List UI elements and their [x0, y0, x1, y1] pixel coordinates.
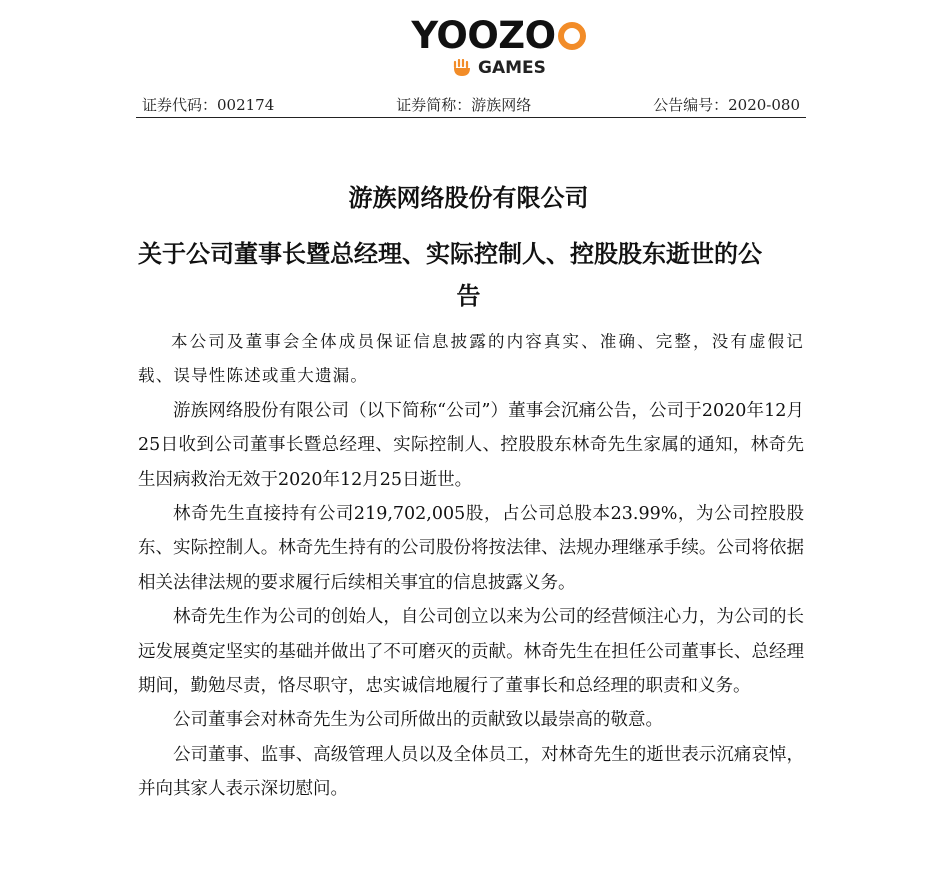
body-paragraph: 林奇先生直接持有公司219,702,005股，占公司总股本23.99%，为公司控股股东、实际控制人。林奇先生持有的公司股份将按法律、法规办理继承手续。公司将依据相关法律法规的要求履行后续相关事宜的信息披露义务。 [138, 504, 804, 593]
company-title: 游族网络股份有限公司 [348, 184, 589, 212]
logo-wordmark: YOOZO [411, 14, 556, 57]
hand-icon [452, 59, 472, 77]
body-paragraph: 公司董事、监事、高级管理人员以及全体员工，对林奇先生的逝世表示沉痛哀悼，并向其家人表示深切慰问。 [138, 744, 804, 800]
announcement-title: 关于公司董事长暨总经理、实际控制人、控股股东逝世的公 [138, 240, 762, 268]
body-paragraph: 游族网络股份有限公司（以下简称“公司”）董事会沉痛公告，公司于2020年12月25日收到公司董事长暨总经理、实际控制人、控股股东林奇先生家属的通知，林奇先生因病救治无效于2020年12月25日逝世。 [138, 400, 804, 490]
notice-number: 公告编号：2020-080 [653, 96, 800, 114]
body-paragraph: 公司董事会对林奇先生为公司所做出的贡献致以最崇高的敬意。 [173, 710, 663, 731]
disclaimer-paragraph: 本公司及董事会全体成员保证信息披露的内容真实、准确、完整，没有虚假记载、误导性陈述或重大遗漏。 [138, 332, 804, 386]
logo-orange-o [558, 22, 586, 50]
logo-subtitle [452, 58, 546, 78]
logo-games-text: GAMES [478, 58, 546, 78]
company-logo [0, 14, 937, 58]
stock-name: 证券简称：游族网络 [396, 96, 532, 114]
body-paragraph: 林奇先生作为公司的创始人，自公司创立以来为公司的经营倾注心力，为公司的长远发展奠定坚实的基础并做出了不可磨灭的贡献。林奇先生在担任公司董事长、总经理期间，勤勉尽责，恪尽职守，忠实诚信地履行了董事长和总经理的职责和义务。 [138, 607, 804, 697]
announcement-title-tail: 告 [456, 282, 481, 310]
announcement-meta [136, 94, 806, 118]
announcement-body [138, 325, 804, 807]
stock-code: 证券代码：002174 [142, 96, 275, 114]
